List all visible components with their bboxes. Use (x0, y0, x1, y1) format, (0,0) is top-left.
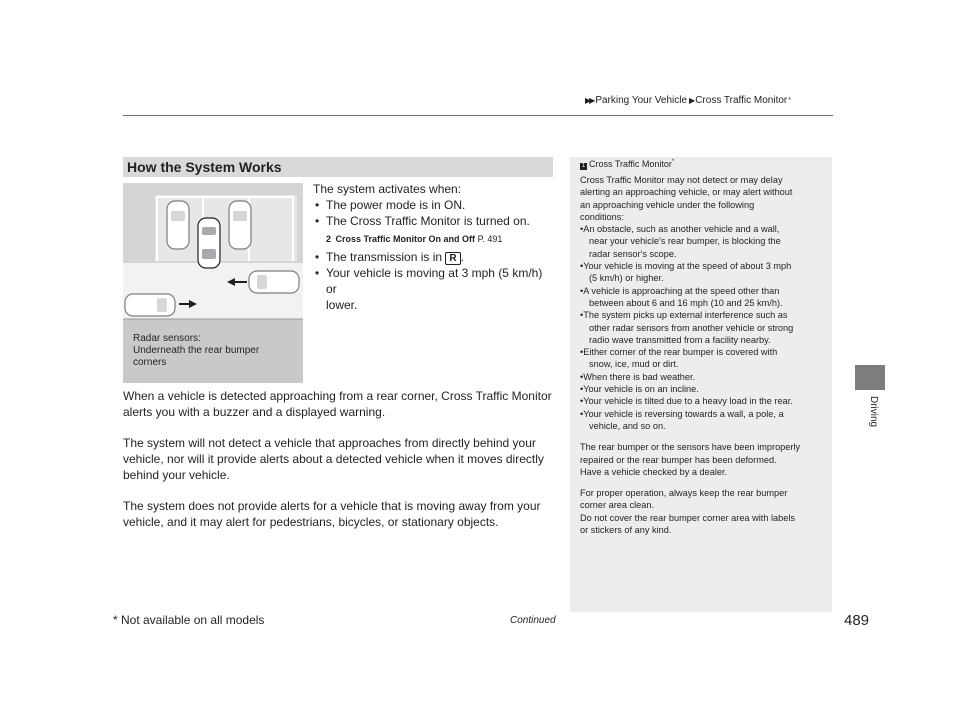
text-line: The system will not detect a vehicle that approaches from directly behind your (123, 436, 536, 450)
note-bullet: • Either corner of the rear bumper is covered with (580, 346, 830, 358)
caption-line: Radar sensors: (133, 333, 201, 344)
note-bullet: • An obstacle, such as another vehicle and a wall, (580, 223, 830, 235)
note-body (580, 174, 830, 536)
reference-page: P. 491 (477, 234, 503, 244)
note-line: alerting an approaching vehicle, or may alert without (580, 187, 793, 198)
note-asterisk: * (671, 159, 675, 165)
cross-reference[interactable] (315, 229, 555, 249)
reference-icon: 2 (326, 234, 332, 244)
note-bullet: • A vehicle is approaching at the speed other than (580, 285, 830, 297)
intro-text: The system activates when: (313, 182, 462, 196)
parking-illustration (123, 183, 303, 383)
note-icon: 1 (581, 163, 586, 169)
side-note (570, 157, 832, 612)
note-bullet-cont: vehicle, and so on. (589, 420, 666, 431)
note-line: an approaching vehicle under the following (580, 199, 755, 210)
text-line: vehicle, nor will it provide alerts about a detected vehicle when it moves directly (123, 452, 544, 466)
note-bullet-cont: radio wave transmitted from a facility nearby. (589, 334, 771, 345)
note-bullet-cont: snow, ice, mud or dirt. (589, 359, 679, 370)
note-title (580, 159, 674, 170)
breadcrumb-item-cross-traffic: Cross Traffic Monitor (695, 95, 788, 106)
text-line: The system does not provide alerts for a vehicle that is moving away from your (123, 499, 541, 513)
note-line: conditions: (580, 211, 624, 222)
list-item-text: The transmission is in (326, 250, 443, 264)
note-bullet: • The system picks up external interference such as (580, 309, 830, 321)
note-bullet-cont: radar sensor's scope. (589, 248, 677, 259)
note-bullet: • Your vehicle is moving at the speed of about 3 mph (580, 260, 830, 272)
reverse-gear-key: R (445, 252, 460, 265)
list-item-period: . (460, 250, 464, 264)
list-item: • The Cross Traffic Monitor is turned on. (315, 213, 555, 229)
activation-conditions (315, 197, 555, 313)
breadcrumb-item-parking: Parking Your Vehicle (595, 95, 688, 106)
chapter-tab (855, 365, 885, 390)
breadcrumb-asterisk: * (788, 97, 791, 104)
list-item: • The power mode is in ON. (315, 197, 555, 213)
note-title-text: Cross Traffic Monitor (589, 159, 672, 169)
note-line: corner area clean. (580, 500, 655, 511)
note-line: Cross Traffic Monitor may not detect or may delay (580, 175, 783, 185)
note-bullet: • Your vehicle is tilted due to a heavy load in the rear. (580, 395, 830, 407)
note-bullet: • Your vehicle is reversing towards a wall, a pole, a (580, 408, 830, 420)
approaching-car-right (249, 271, 299, 293)
text-line: alerts you with a buzzer and a displayed warning. (123, 405, 386, 419)
text-line: behind your vehicle. (123, 468, 230, 482)
caption-line: Underneath the rear bumper (133, 345, 260, 356)
note-bullet: • When there is bad weather. (580, 371, 830, 383)
header-divider (123, 115, 833, 116)
approaching-car-left (125, 294, 175, 316)
note-line: Have a vehicle checked by a dealer. (580, 466, 728, 477)
note-bullet: • Your vehicle is on an incline. (580, 383, 830, 395)
parked-car-right (229, 201, 251, 249)
chapter-label: Driving (868, 396, 879, 428)
note-bullet-cont: (5 km/h) or higher. (589, 273, 664, 284)
note-line: For proper operation, always keep the rear bumper (580, 488, 788, 499)
figure-caption (133, 333, 298, 369)
arrow-icon: ▶ (689, 96, 694, 105)
paragraph-limitation (123, 435, 563, 483)
note-bullet-cont: between about 6 and 16 mph (10 and 25 km/h). (589, 297, 783, 308)
footnote: * Not available on all models (113, 613, 265, 627)
list-item-line: • Your vehicle is moving at 3 mph (5 km/h) or (326, 266, 543, 296)
section-title: How the System Works (127, 159, 282, 175)
double-arrow-icon: ▶▶ (585, 96, 594, 105)
list-item-line: lower. (326, 298, 358, 312)
text-line: vehicle, and it may alert for pedestrians, bicycles, or stationary objects. (123, 515, 499, 529)
note-bullet-cont: other radar sensors from another vehicle or strong (589, 322, 794, 333)
breadcrumb (585, 95, 791, 106)
parked-car-left (167, 201, 189, 249)
list-item (315, 249, 555, 265)
section-header (123, 157, 553, 177)
list-item (315, 265, 555, 313)
own-vehicle (198, 218, 220, 268)
note-line: The rear bumper or the sensors have been improperly (580, 442, 801, 453)
note-bullet-cont: near your vehicle's rear bumper, is blocking the (589, 236, 781, 247)
caption-line: corners (133, 357, 167, 368)
reference-link[interactable]: Cross Traffic Monitor On and Off (335, 234, 476, 244)
text-line: When a vehicle is detected approaching from a rear corner, Cross Traffic Monitor (123, 389, 552, 403)
note-line: repaired or the rear bumper has been deformed. (580, 454, 777, 465)
page-number: 489 (844, 612, 870, 629)
note-line: Do not cover the rear bumper corner area with labels (580, 512, 795, 523)
continued-label: Continued (510, 615, 556, 626)
paragraph-detection (123, 388, 563, 420)
note-line: or stickers of any kind. (580, 525, 672, 536)
paragraph-alerts (123, 498, 563, 530)
